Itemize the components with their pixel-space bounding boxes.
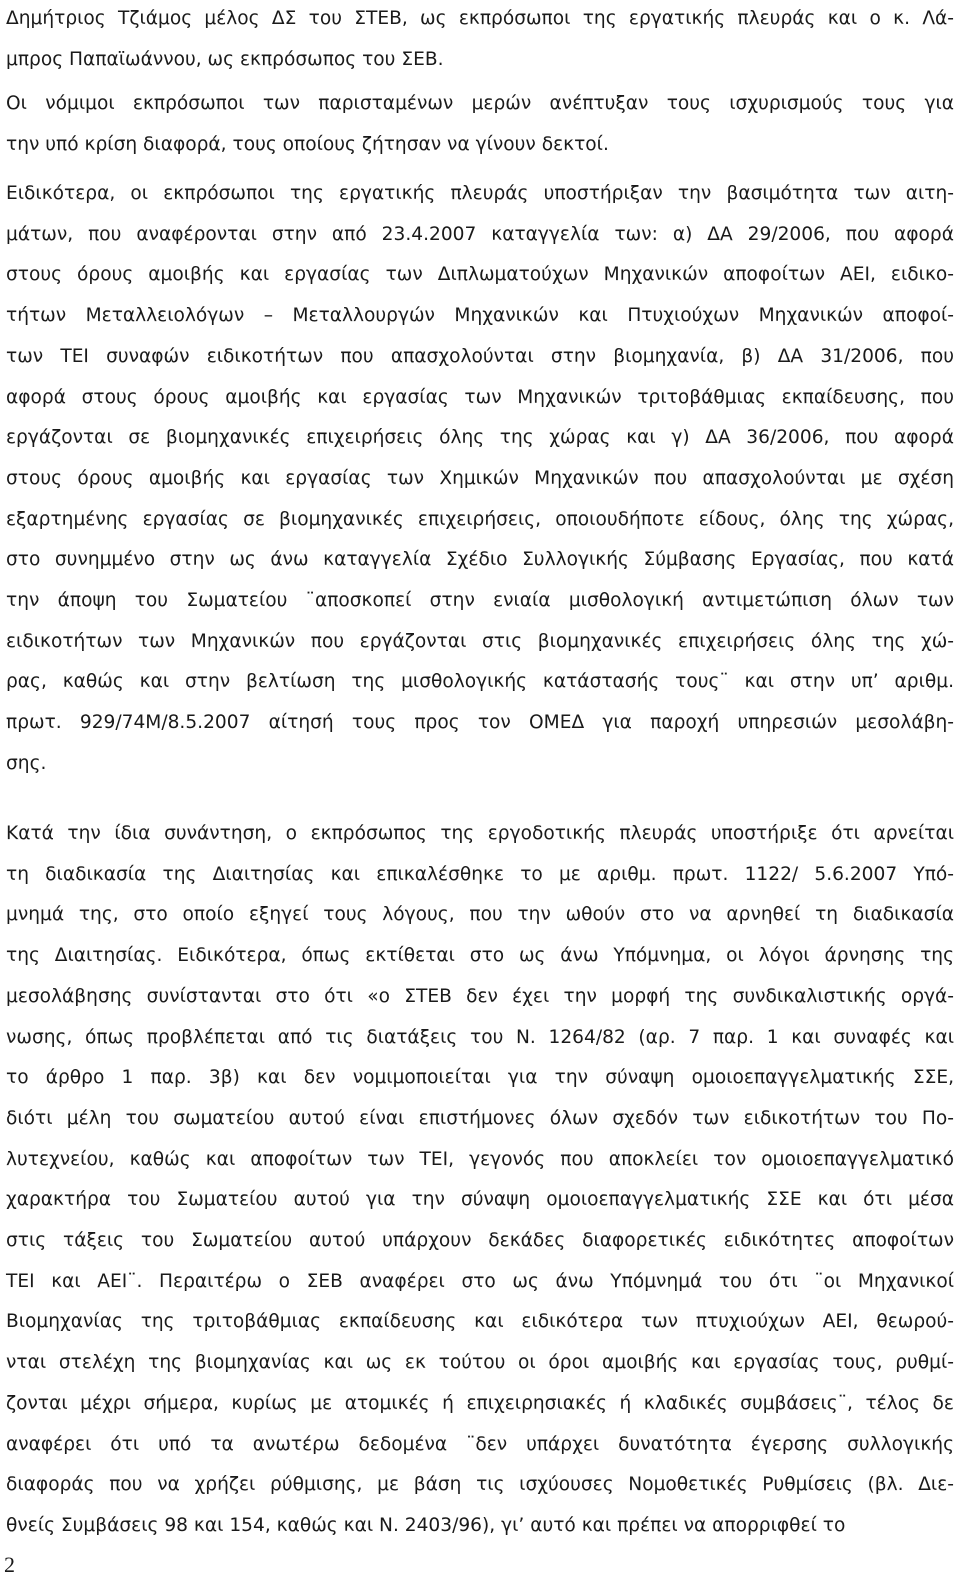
text-line: αφορά στους όρους αμοιβής και εργασίας των Μηχανικών τριτοβάθμιας εκπαίδευσης, που <box>6 386 954 408</box>
text-line: χαρακτήρα του Σωματείου αυτού για την σύναψη ομοιοεπαγγελματικής ΣΣΕ και ότι μέσα <box>6 1189 954 1211</box>
paragraph-1 <box>6 0 954 80</box>
text-line: το άρθρο 1 παρ. 3β) και δεν νομιμοποιείται για την σύναψη ομοιοεπαγγελματικής ΣΣΕ, <box>6 1067 954 1089</box>
text-line: ΤΕΙ και ΑΕΙ¨. Περαιτέρω ο ΣΕΒ αναφέρει στο ως άνω Υπόμνημά του ότι ¨οι Μηχανικοί <box>6 1270 954 1292</box>
text-line: νται στελέχη της βιομηχανίας και ως εκ τούτου οι όροι αμοιβής και εργασίας τους, ρυθμί- <box>6 1352 954 1374</box>
text-line: αναφέρει ότι υπό τα ανωτέρω δεδομένα ¨δεν υπάρχει δυνατότητα έγερσης συλλογικής <box>6 1433 954 1455</box>
text-line: Βιομηχανίας της τριτοβάθμιας εκπαίδευσης και ειδικότερα των πτυχιούχων ΑΕΙ, θεωρού- <box>6 1311 954 1333</box>
text-line: διαφοράς που να χρήζει ρύθμισης, με βάση τις ισχύουσες Νομοθετικές Ρυθμίσεις (βλ. Διε- <box>6 1474 954 1496</box>
text-line: την άποψη του Σωματείου ¨αποσκοπεί στην ενιαία μισθολογική αντιμετώπιση όλων των <box>6 590 954 612</box>
text-line: λυτεχνείου, καθώς και αποφοίτων των ΤΕΙ, γεγονός που αποκλείει τον ομοιοεπαγγελματικό <box>6 1148 954 1170</box>
text-line: διότι μέλη του σωματείου αυτού είναι επιστήμονες όλων σχεδόν των ειδικοτήτων του Πο- <box>6 1107 954 1129</box>
text-line: Ειδικότερα, οι εκπρόσωποι της εργατικής πλευράς υποστήριξαν την βασιμότητα των αιτη- <box>6 183 954 204</box>
text-line: στο συνημμένο στην ως άνω καταγγελία Σχέδιο Συλλογικής Σύμβασης Εργασίας, που κατά <box>6 549 954 571</box>
paragraph-4 <box>6 814 954 1547</box>
text-line: μνημά της, στο οποίο εξηγεί τους λόγους, που την ωθούν στο να αρνηθεί τη διαδικασία <box>6 904 954 926</box>
text-line: εργάζονται σε βιομηχανικές επιχειρήσεις όλης της χώρας και γ) ΔΑ 36/2006, που αφορά <box>6 427 954 449</box>
text-line: Οι νόμιμοι εκπρόσωποι των παρισταμένων μερών ανέπτυξαν τους ισχυρισμούς τους για <box>6 93 954 114</box>
text-line: στους όρους αμοιβής και εργασίας των Χημικών Μηχανικών που απασχολούνται με σχέση <box>6 467 954 489</box>
text-line: ζονται μέχρι σήμερα, κυρίως με ατομικές ή επιχειρησιακές ή κλαδικές συμβάσεις¨, τέλος δε <box>6 1392 954 1414</box>
text-line: θνείς Συμβάσεις 98 και 154, καθώς και Ν. 2403/96), γι’ αυτό και πρέπει να απορριφθεί το <box>6 1514 846 1536</box>
text-line: ρας, καθώς και στην βελτίωση της μισθολογικής κατάστασής τους¨ και στην υπ’ αριθμ. <box>6 671 954 693</box>
text-line: στους όρους αμοιβής και εργασίας των Διπλωματούχων Μηχανικών αποφοίτων ΑΕΙ, ειδικο- <box>6 264 954 286</box>
text-line: τήτων Μεταλλειολόγων – Μεταλλουργών Μηχανικών και Πτυχιούχων Μηχανικών αποφοί- <box>6 305 954 327</box>
text-line: Δημήτριος Τζιάμος μέλος ΔΣ του ΣΤΕΒ, ως εκπρόσωποι της εργατικής πλευράς και ο κ. Λά- <box>6 8 954 29</box>
text-line: στις τάξεις του Σωματείου αυτού υπάρχουν δεκάδες διαφορετικές ειδικότητες αποφοίτων <box>6 1230 954 1252</box>
text-line: ειδικοτήτων των Μηχανικών που εργάζονται στις βιομηχανικές επιχειρήσεις όλης της χώ- <box>6 630 954 652</box>
text-line: πρωτ. 929/74Μ/8.5.2007 αίτησή τους προς τον ΟΜΕΔ για παροχή υπηρεσιών μεσολάβη- <box>6 712 954 734</box>
text-line: της Διαιτησίας. Ειδικότερα, όπως εκτίθεται στο ως άνω Υπόμνημα, οι λόγοι άρνησης της <box>6 945 954 967</box>
text-line: μεσολάβησης συνίστανται στο ότι «ο ΣΤΕΒ δεν έχει την μορφή της συνδικαλιστικής οργά- <box>6 985 954 1007</box>
text-line: των ΤΕΙ συναφών ειδικοτήτων που απασχολούνται στην βιομηχανία, β) ΔΑ 31/2006, που <box>6 345 954 367</box>
page-number: 2 <box>4 1552 15 1577</box>
text-line: εξαρτημένης εργασίας σε βιομηχανικές επιχειρήσεις, οποιουδήποτε είδους, όλης της χώρας, <box>6 508 954 530</box>
text-line: την υπό κρίση διαφορά, τους οποίους ζήτησαν να γίνουν δεκτοί. <box>6 133 609 155</box>
text-line: μπρος Παπαϊωάννου, ως εκπρόσωπος του ΣΕΒ. <box>6 48 444 70</box>
paragraph-2 <box>6 84 954 165</box>
text-line: Κατά την ίδια συνάντηση, ο εκπρόσωπος της εργοδοτικής πλευράς υποστήριξε ότι αρνείται <box>6 823 954 844</box>
text-line: σης. <box>6 752 47 774</box>
text-line: νωσης, όπως προβλέπεται από τις διατάξεις του Ν. 1264/82 (αρ. 7 παρ. 1 και συναφές και <box>6 1026 954 1048</box>
text-line: τη διαδικασία της Διαιτησίας και επικαλέσθηκε το με αριθμ. πρωτ. 1122/ 5.6.2007 Υπό- <box>6 863 954 885</box>
paragraph-3 <box>6 174 954 785</box>
text-line: μάτων, που αναφέρονται στην από 23.4.2007 καταγγελία των: α) ΔΑ 29/2006, που αφορά <box>6 223 954 245</box>
